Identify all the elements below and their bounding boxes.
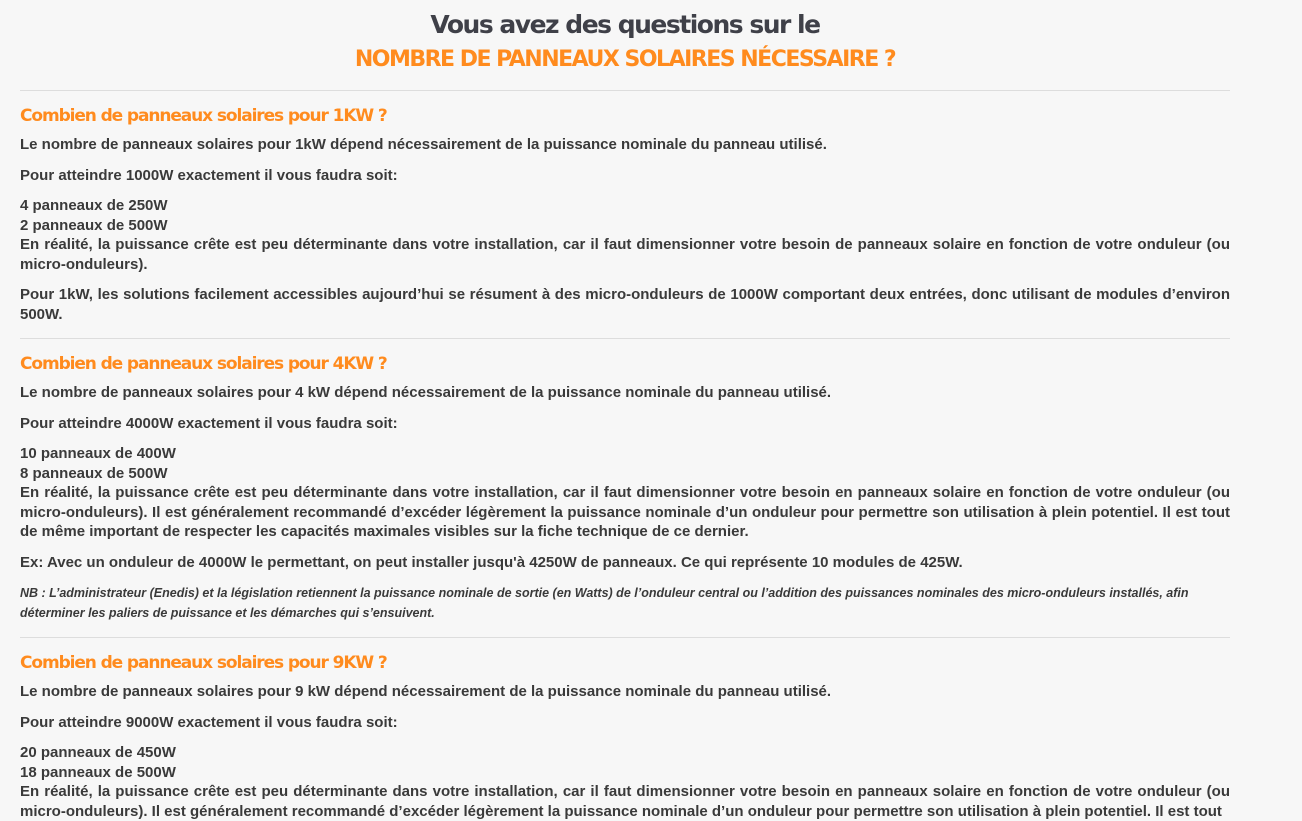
section-intro: Le nombre de panneaux solaires pour 1kW dépend nécessairement de la puissance nominale du panneau utilisé. xyxy=(20,136,827,153)
section-paragraph: Ex: Avec un onduleur de 4000W le permettant, on peut installer jusqu'à 4250W de panneaux. Ce qui représente 10 modules de 425W. xyxy=(20,553,963,571)
section-lead: Pour atteindre 9000W exactement il vous faudra soit: xyxy=(20,713,398,731)
faq-hero xyxy=(20,0,1230,76)
panel-options-list xyxy=(20,743,1230,782)
section-paragraph: En réalité, la puissance crête est peu déterminante dans votre installation, car il faut dimensionner votre besoin en panneaux solaire en fonction de votre onduleur (ou micro-onduleurs). Il est généralement recommandé d’excéder légèrement la puissance nominale d’un onduleur pour permettre son utilisation à plein potentiel. Il est tout de même important de respecter les capacités maximales visibles sur la fiche technique de ce dernier. xyxy=(20,484,1230,540)
hero-line-1: Vous avez des questions sur le xyxy=(430,10,820,39)
faq-section-1kw xyxy=(20,105,1230,324)
list-item: 2 panneaux de 500W xyxy=(20,216,168,234)
nb-note: NB : L’administrateur (Enedis) et la législation retiennent la puissance nominale de sortie (en Watts) de l’onduleur central ou l’addition des puissances nominales des micro-onduleurs installés, afin déterminer les paliers de puissance et les démarches qui s’ensuivent. xyxy=(20,586,1189,620)
divider xyxy=(20,637,1230,638)
section-intro: Le nombre de panneaux solaires pour 9 kW dépend nécessairement de la puissance nominale du panneau utilisé. xyxy=(20,683,832,700)
faq-container xyxy=(20,0,1230,821)
panel-options-list xyxy=(20,444,1230,483)
section-title: Combien de panneaux solaires pour 4KW ? xyxy=(20,354,387,374)
hero-line-2: NOMBRE DE PANNEAUX SOLAIRES NÉCESSAIRE ? xyxy=(354,47,896,72)
section-paragraph: En réalité, la puissance crête est peu déterminante dans votre installation, car il faut dimensionner votre besoin de panneaux solaire en fonction de votre onduleur (ou micro-onduleurs). xyxy=(20,236,1230,273)
list-item: 4 panneaux de 250W xyxy=(20,197,168,214)
section-lead: Pour atteindre 4000W exactement il vous faudra soit: xyxy=(20,414,398,432)
section-lead: Pour atteindre 1000W exactement il vous faudra soit: xyxy=(20,166,398,184)
faq-section-4kw xyxy=(20,353,1230,623)
list-item: 10 panneaux de 400W xyxy=(20,445,176,462)
section-paragraph: Pour 1kW, les solutions facilement accessibles aujourd’hui se résument à des micro-onduleurs de 1000W comportant deux entrées, donc utilisant de modules d’environ 500W. xyxy=(20,286,1230,323)
section-paragraph: En réalité, la puissance crête est peu déterminante dans votre installation, car il faut dimensionner votre besoin en panneaux solaire en fonction de votre onduleur (ou micro-onduleurs). Il est généralement recommandé d’excéder légèrement la puissance nominale d’un onduleur pour permettre son utilisation à plein potentiel. Il est tout xyxy=(20,783,1230,820)
list-item: 8 panneaux de 500W xyxy=(20,464,168,482)
faq-section-9kw xyxy=(20,652,1230,821)
section-title: Combien de panneaux solaires pour 1KW ? xyxy=(20,106,387,126)
divider xyxy=(20,338,1230,339)
divider xyxy=(20,90,1230,91)
panel-options-list xyxy=(20,196,1230,235)
section-title: Combien de panneaux solaires pour 9KW ? xyxy=(20,653,387,673)
list-item: 18 panneaux de 500W xyxy=(20,763,176,781)
list-item: 20 panneaux de 450W xyxy=(20,744,176,761)
section-intro: Le nombre de panneaux solaires pour 4 kW dépend nécessairement de la puissance nominale du panneau utilisé. xyxy=(20,384,832,401)
